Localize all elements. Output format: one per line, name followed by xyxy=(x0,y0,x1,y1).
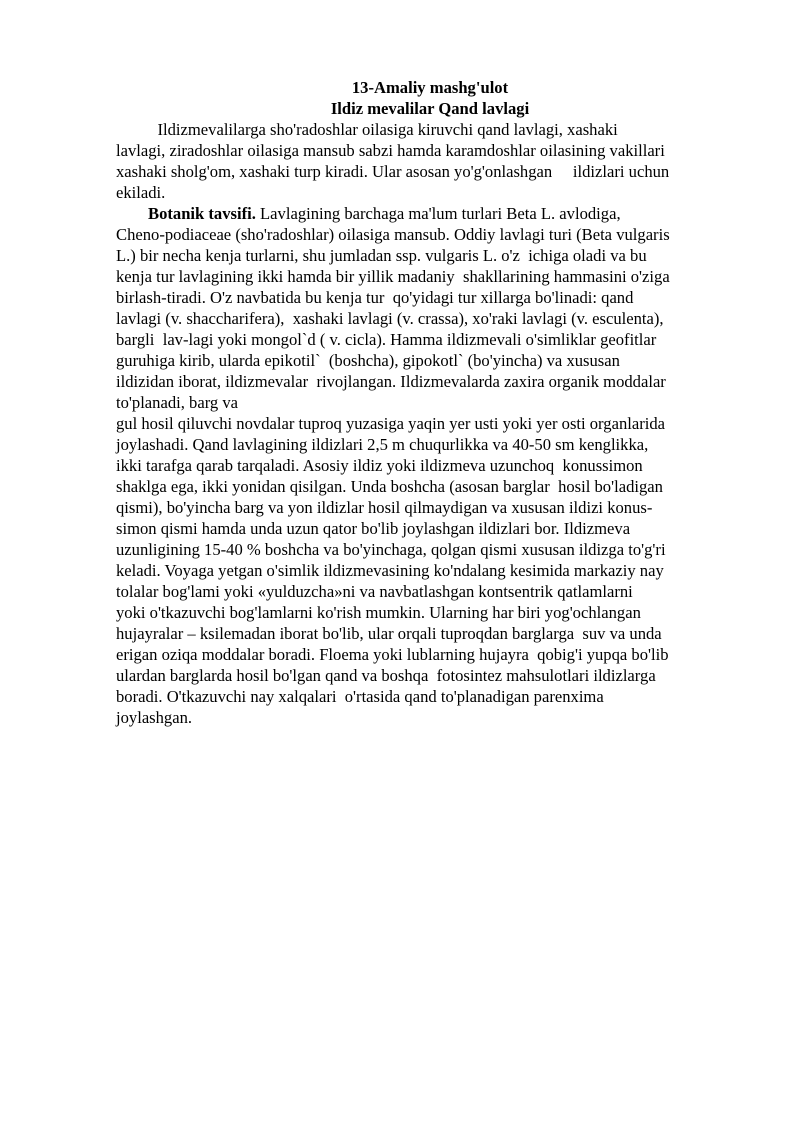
section-first-line xyxy=(116,203,670,224)
text-line: birlash-tiradi. O'z navbatida bu kenja tur qo'yidagi tur xillarga bo'linadi: qand xyxy=(116,288,634,307)
text-line: lavlagi, ziradoshlar oilasiga mansub sabzi hamda karamdoshlar oilasining vakillari xyxy=(116,141,665,160)
text-line: bargli lav-lagi yoki mongol`d ( v. cicla). Hamma ildizmevali o'simliklar geofitlar xyxy=(116,330,657,349)
text-line: ildizidan iborat, ildizmevalar rivojlangan. Ildizmevalarda zaxira organik moddalar xyxy=(116,372,666,391)
page-title: 13-Amaliy mashg'ulot xyxy=(351,78,509,97)
text-line: yoki o'tkazuvchi bog'lamlarni ko'rish mumkin. Ularning har biri yog'ochlangan xyxy=(116,603,641,622)
text-line: hujayralar – ksilemadan iborat bo'lib, ular orqali tuproqdan barglarga suv va unda xyxy=(116,624,662,643)
text-line: to'planadi, barg va xyxy=(116,393,239,412)
text-line: Cheno-podiaceae (sho'radoshlar) oilasiga mansub. Oddiy lavlagi turi (Beta vulgaris xyxy=(116,225,670,244)
text-line: boradi. O'tkazuvchi nay xalqalari o'rtasida qand to'planadigan parenxima xyxy=(116,687,604,706)
text-line: gul hosil qiluvchi novdalar tuproq yuzasiga yaqin yer usti yoki yer osti organlarida xyxy=(116,414,666,433)
text-line: tolalar bog'lami yoki «yulduzcha»ni va navbatlashgan kontsentrik qatlamlarni xyxy=(116,582,633,601)
text-line: Ildizmevalilarga sho'radoshlar oilasiga kiruvchi qand lavlagi, xashaki xyxy=(116,120,618,139)
page-subtitle: Ildiz mevalilar Qand lavlagi xyxy=(330,99,530,118)
text-line: ulardan barglarda hosil bo'lgan qand va boshqa fotosintez mahsulotlari ildizlarga xyxy=(116,666,656,685)
text-line: joylashgan. xyxy=(116,708,193,727)
section-heading: Botanik tavsifi. xyxy=(148,204,256,223)
text-line: keladi. Voyaga yetgan o'simlik ildizmevasining ko'ndalang kesimida markaziy nay xyxy=(116,561,664,580)
section-first-line-text: Lavlagining barchaga ma'lum turlari Beta L. avlodiga, xyxy=(255,204,621,223)
text-line: qismi), bo'yincha barg va yon ildizlar hosil qilmaydigan va xususan ildizi konus- xyxy=(116,498,653,517)
text-line: kenja tur lavlagining ikki hamda bir yillik madaniy shakllarining hammasini o'ziga xyxy=(116,267,670,286)
title-block xyxy=(0,77,800,119)
text-line: joylashadi. Qand lavlagining ildizlari 2,5 m chuqurlikka va 40-50 sm kenglikka, xyxy=(116,435,649,454)
text-line: shaklga ega, ikki yonidan qisilgan. Unda boshcha (asosan barglar hosil bo'ladigan xyxy=(116,477,663,496)
text-line: guruhiga kirib, ularda epikotil` (boshcha), gipokotl` (bo'yincha) va xususan xyxy=(116,351,620,370)
text-line: lavlagi (v. shaccharifera), xashaki lavlagi (v. crassa), xo'raki lavlagi (v. esculenta), xyxy=(116,309,664,328)
text-line: simon qismi hamda unda uzun qator bo'lib joylashgan ildizlari bor. Ildizmeva xyxy=(116,519,631,538)
text-line: L.) bir necha kenja turlarni, shu jumladan ssp. vulgaris L. o'z ichiga oladi va bu xyxy=(116,246,647,265)
document-body xyxy=(116,119,670,728)
text-line: erigan oziqa moddalar boradi. Floema yoki lublarning hujayra qobig'i yupqa bo'lib xyxy=(116,645,669,664)
text-line: ikki tarafga qarab tarqaladi. Asosiy ildiz yoki ildizmeva uzunchoq konussimon xyxy=(116,456,643,475)
text-line: xashaki sholg'om, xashaki turp kiradi. Ular asosan yo'g'onlashgan ildizlari uchun xyxy=(116,162,670,181)
text-line: uzunligining 15-40 % boshcha va bo'yinchaga, qolgan qismi xususan ildizga to'g'ri xyxy=(116,540,666,559)
text-line: ekiladi. xyxy=(116,183,166,202)
